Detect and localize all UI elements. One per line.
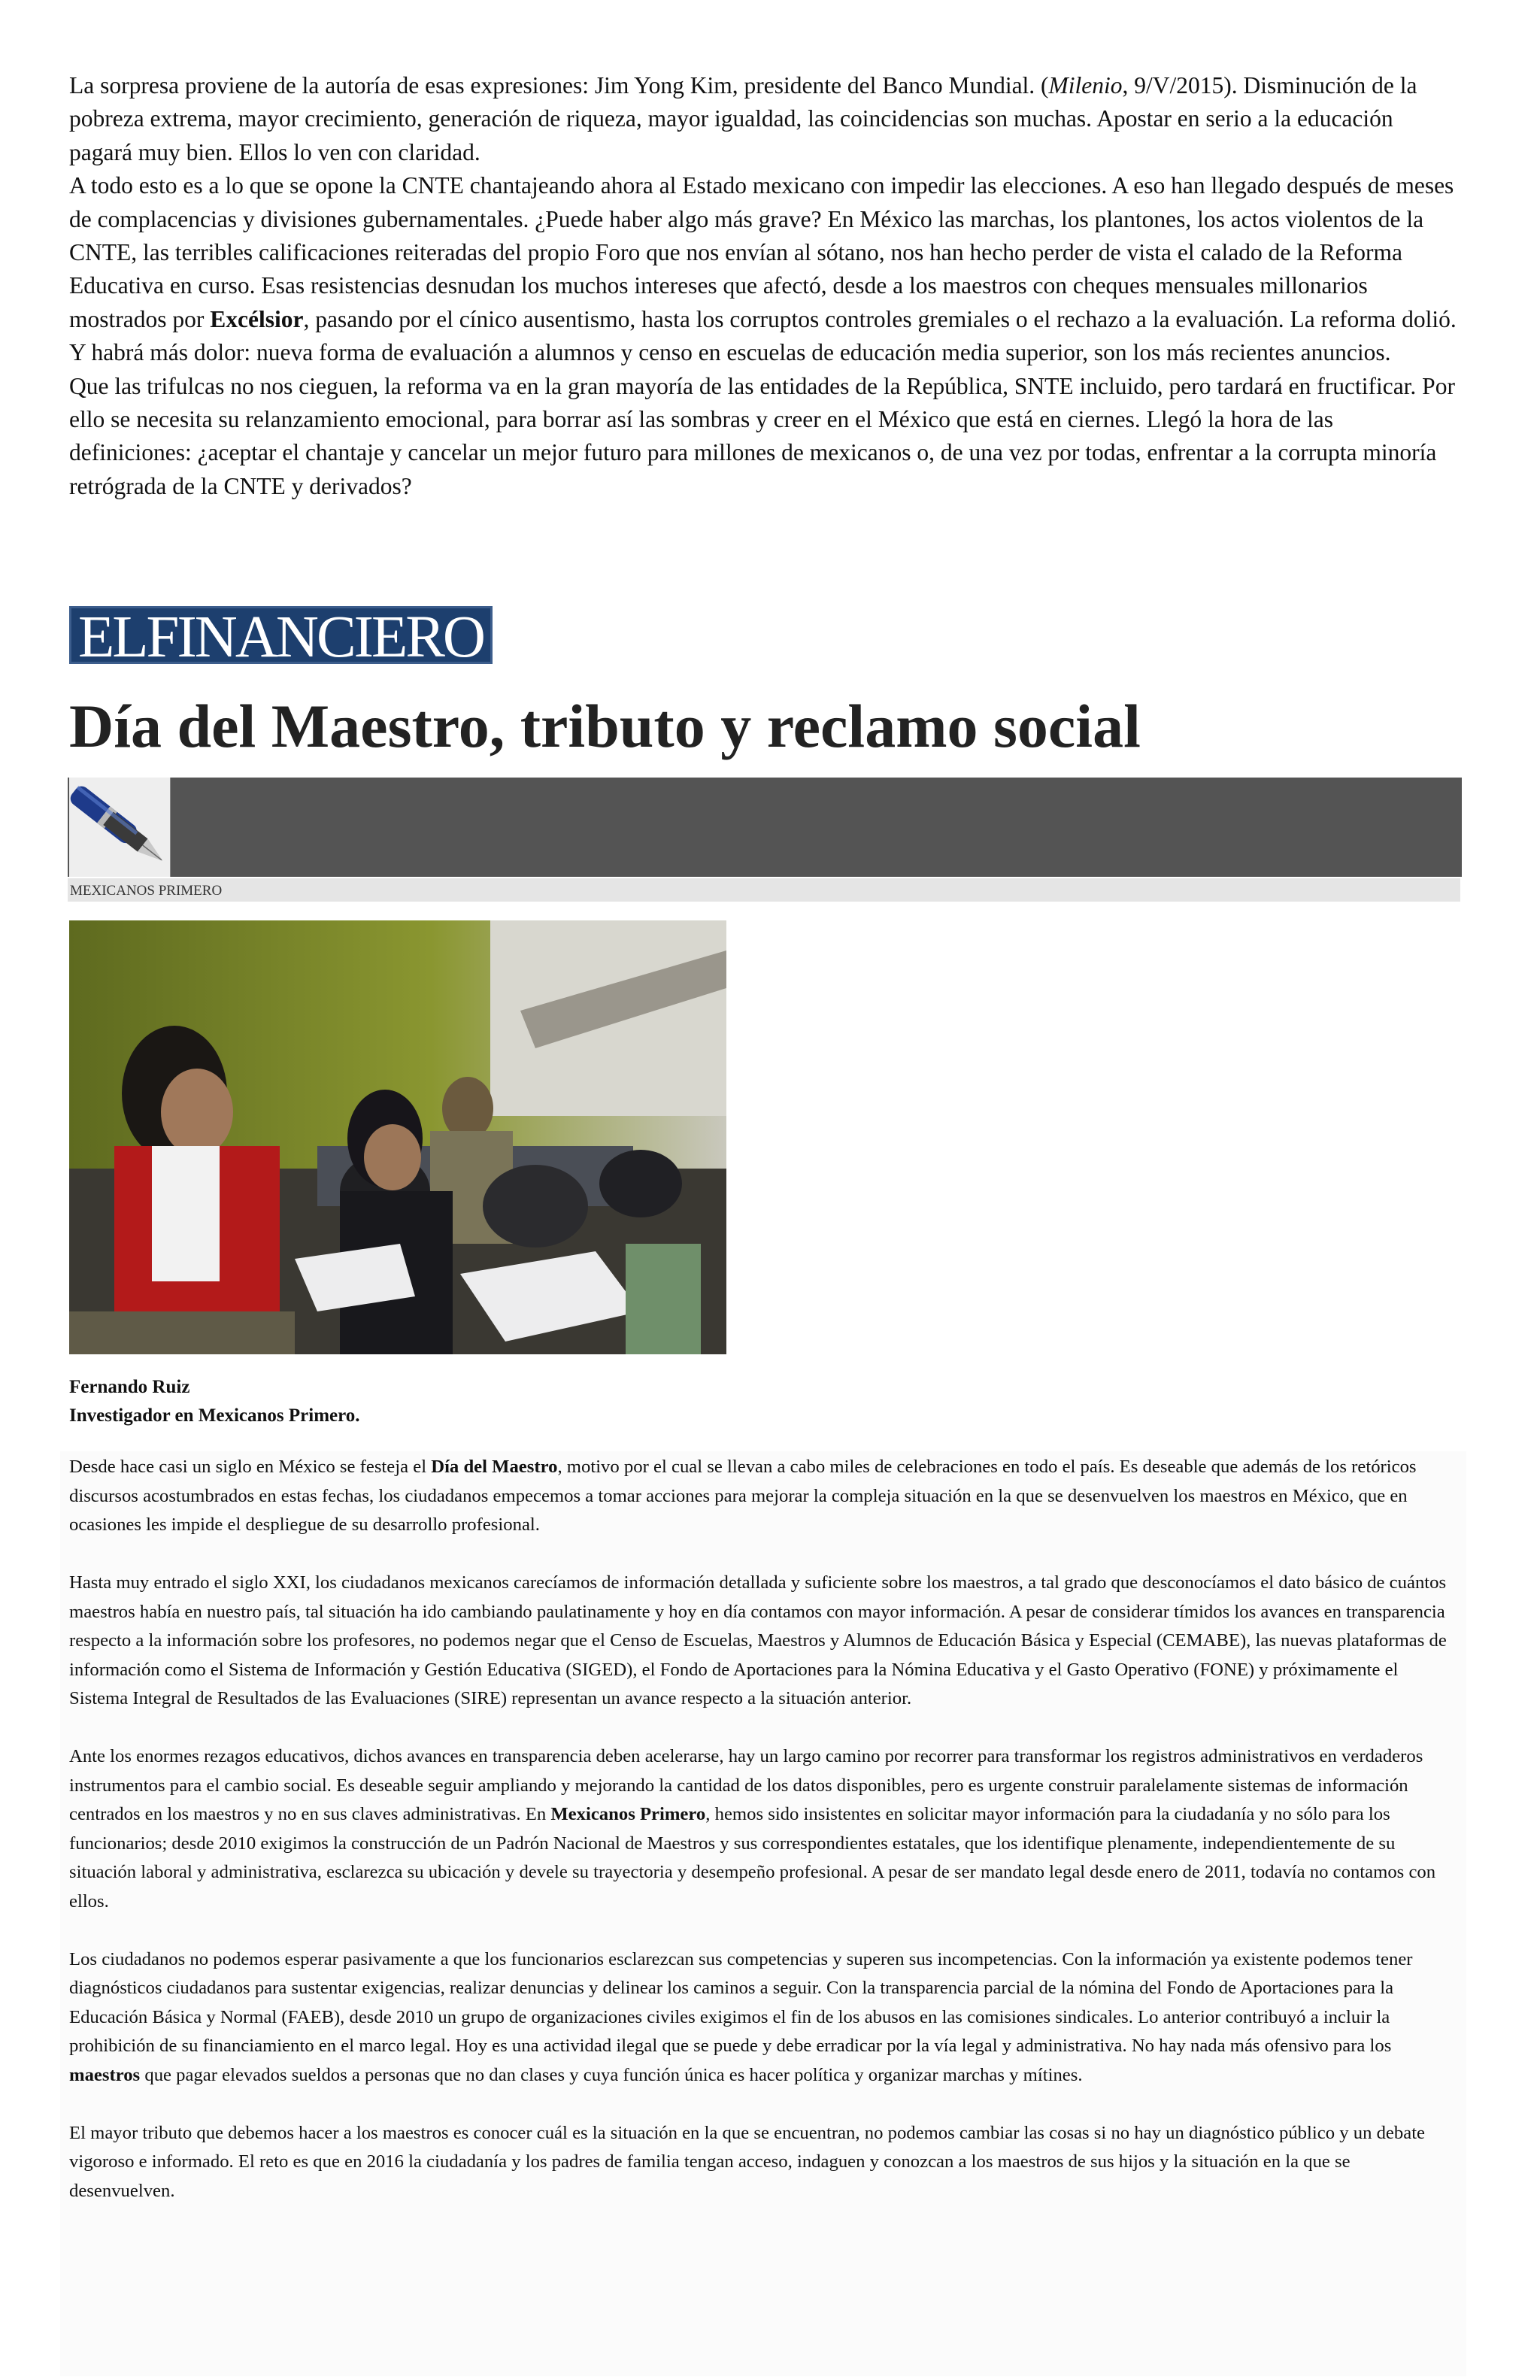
previous-article <box>69 69 1460 503</box>
author-byline <box>69 1373 360 1430</box>
fountain-pen-icon <box>69 778 170 877</box>
paragraph <box>69 1569 1459 1714</box>
author-role: Investigador en Mexicanos Primero. <box>69 1405 360 1426</box>
paragraph <box>69 2119 1459 2206</box>
bold-text: Excélsior <box>210 305 304 332</box>
paragraph <box>69 1742 1459 1916</box>
previous-article-text <box>69 69 1460 503</box>
bold-text: Mexicanos Primero <box>550 1804 706 1824</box>
paragraph <box>69 1453 1459 1540</box>
text-run: El mayor tributo que debemos hacer a los maestros es conocer cuál es la situación en la que se encuentran, no podemos cambiar las cosas si no hay un diagnóstico público y un debate vigoroso e informado. El reto es que en 2016 la ciudadanía y los padres de familia tengan acceso, indaguen y conozcan a los maestros de sus hijos y la situación en la que se desenvuelven. <box>69 2122 1426 2201</box>
text-run: , motivo por el cual se llevan a cabo miles de celebraciones en todo el país. Es deseable que además de los retóricos discursos acostumbrados en estas fechas, los ciudadanos empecemos a tomar acciones para mejorar la compleja situación en la que se desenvuelven los maestros en México, que en ocasiones les impide el despliegue de su desarrollo profesional. <box>69 1457 1417 1535</box>
paragraph <box>69 69 1460 169</box>
text-run: A todo esto es a lo que se opone la CNTE chantajeando ahora al Estado mexicano con impedir las elecciones. A eso han llegado después de meses de complacencias y divisiones gubernamentales. ¿Puede haber algo más grave? En México las marchas, los plantones, los actos violentos de la CNTE, las terribles calificaciones reiteradas del propio Foro que nos envían al sótano, nos han hecho perder de vista el calado de la Reforma Educativa en curso. Esas resistencias desnudan los muchos intereses que afectó, desde a los maestros con cheques mensuales millonarios mostrados por <box>69 172 1454 332</box>
text-run: Hasta muy entrado el siglo XXI, los ciudadanos mexicanos carecíamos de información detallada y suficiente sobre los maestros, a tal grado que desconocíamos el dato básico de cuántos maestros había en nuestro país, tal situación ha ido cambiando paulatinamente y hoy en día contamos con mayor información. A pesar de considerar tímidos los avances en transparencia respecto a la información sobre los profesores, no podemos negar que el Censo de Escuelas, Maestros y Alumnos de Educación Básica y Especial (CEMABE), las nuevas plataformas de información como el Sistema de Información y Gestión Educativa (SIGED), el Fondo de Aportaciones para la Nómina Educativa y el Gasto Operativo (FONE) y próximamente el Sistema Integral de Resultados de las Evaluaciones (SIRE) representan un avance respecto a la situación anterior. <box>69 1572 1447 1708</box>
text-run: , 9/V/2015). Disminución de la pobreza extrema, mayor crecimiento, generación de riqueza, mayor igualdad, las coincidencias son muchas. Apostar en serio a la educación pagará muy bien. Ellos lo ven con claridad. <box>69 72 1417 165</box>
text-run: Desde hace casi un siglo en México se festeja el <box>69 1457 432 1477</box>
bold-text: maestros <box>69 2064 141 2085</box>
paragraph <box>69 169 1460 369</box>
author-name: Fernando Ruiz <box>69 1377 190 1397</box>
bold-text: Día del Maestro <box>431 1457 558 1477</box>
text-run: Que las trifulcas no nos cieguen, la reforma va en la gran mayoría de las entidades de la República, SNTE incluido, pero tardará en fructificar. Por ello se necesita su relanzamiento emocional, para borrar así las sombras y creer en el México que está en ciernes. Llegó la hora de las definiciones: ¿aceptar el chantaje y cancelar un mejor futuro para millones de mexicanos o, de una vez por todas, enfrentar a la corrupta minoría retrógrada de la CNTE y derivados? <box>69 372 1455 499</box>
section-label[interactable]: MEXICANOS PRIMERO <box>68 878 1460 902</box>
pen-image <box>69 778 171 877</box>
text-run: que pagar elevados sueldos a personas que no dan clases y cuya función única es hacer política y organizar marchas y mítines. <box>140 2064 1083 2085</box>
text-run: , pasando por el cínico ausentismo, hasta los corruptos controles gremiales o el rechazo a la evaluación. La reforma dolió. Y habrá más dolor: nueva forma de evaluación a alumnos y censo en escuelas de educación media superior, son los más recientes anuncios. <box>69 305 1457 366</box>
text-run: Ante los enormes rezagos educativos, dichos avances en transparencia deben acelerarse, hay un largo camino por recorrer para transformar los registros administrativos en verdaderos instrumentos para el cambio social. Es deseable seguir ampliando y mejorando la cantidad de los datos disponibles, pero es urgente construir paralelamente sistemas de información centrados en los maestros y no en sus claves administrativas. En <box>69 1746 1423 1824</box>
column-banner <box>68 778 1462 877</box>
paragraph <box>69 370 1460 504</box>
el-financiero-logo[interactable]: ELFINANCIERO <box>69 606 493 664</box>
article-body <box>69 1453 1459 2235</box>
text-run: Los ciudadanos no podemos esperar pasivamente a que los funcionarios esclarezcan sus competencias y superen sus incompetencias. Con la información ya existente podemos tener diagnósticos ciudadanos para sustentar exigencias, realizar denuncias y delinear los caminos a seguir. Con la transparencia parcial de la nómina del Fondo de Aportaciones para la Educación Básica y Normal (FAEB), desde 2010 un grupo de organizaciones civiles exigimos el fin de los abusos en las comisiones sindicales. Lo anterior contribuyó a incluir la prohibición de su financiamiento en el marco legal. Hoy es una actividad ilegal que se puede y debe erradicar por la vía legal y administrativa. No hay nada más ofensivo para los <box>69 1948 1413 2056</box>
italic-text: Milenio <box>1048 72 1123 99</box>
article-headline: Día del Maestro, tributo y reclamo social <box>69 692 1141 760</box>
text-run: , hemos sido insistentes en solicitar mayor información para la ciudadanía y no sólo para los funcionarios; desde 2010 exigimos la construcción de un Padrón Nacional de Maestros y sus correspondientes estatales, que los identifique plenamente, independientemente de su situación laboral y administrativa, esclarezca su ubicación y devele su trayectoria y desempeño profesional. A pesar de ser mandato legal desde enero de 2011, todavía no contamos con ellos. <box>69 1804 1436 1912</box>
classroom-photo <box>69 920 726 1354</box>
text-run: La sorpresa proviene de la autoría de esas expresiones: Jim Yong Kim, presidente del Banco Mundial. ( <box>69 72 1049 99</box>
paragraph <box>69 1945 1459 2090</box>
